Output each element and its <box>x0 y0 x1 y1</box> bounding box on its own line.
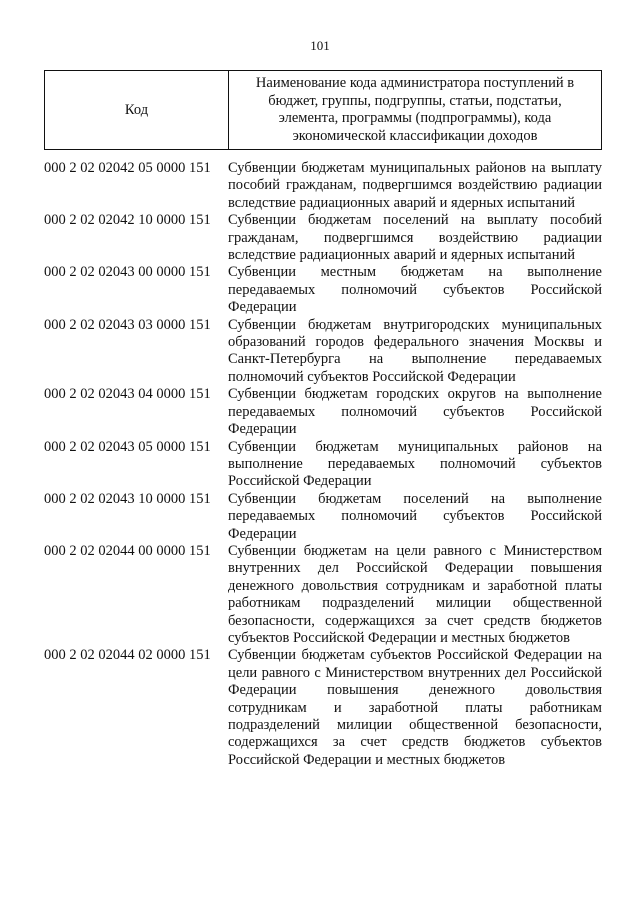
list-item <box>44 317 602 387</box>
entry-code: 000 2 02 02042 05 0000 151 <box>44 160 211 176</box>
list-item <box>44 386 602 438</box>
entry-code: 000 2 02 02043 03 0000 151 <box>44 316 211 333</box>
entry-code: 000 2 02 02043 04 0000 151 <box>44 386 211 403</box>
entry-description: Субвенции бюджетам муниципальных районов на выполнение передаваемых полномочий субъектов Российской Федерации <box>228 438 602 490</box>
list-item <box>44 264 602 316</box>
table-header <box>44 70 602 150</box>
entry-code: 000 2 02 02044 00 0000 151 <box>44 542 211 559</box>
list-item <box>44 439 602 491</box>
entry-description: Субвенции бюджетам поселений на выплату пособий гражданам, подвергшимся воздействию радиации вследствие радиационных аварий и ядерных испытаний <box>228 212 602 264</box>
entry-description: Субвенции бюджетам поселений на выполнение передаваемых полномочий субъектов Российской Федерации <box>228 490 602 542</box>
header-name-label: Наименование кода администратора поступлений в бюджет, группы, подгруппы, статьи, подстатьи, элемента, программы (подпрограммы), кода экономической классификации доходов <box>255 75 575 144</box>
code-list <box>44 160 602 769</box>
page-number: 101 <box>310 38 330 53</box>
header-code-label: Код <box>45 71 229 149</box>
entry-description: Субвенции бюджетам городских округов на выполнение передаваемых полномочий субъектов Российской Федерации <box>228 386 602 438</box>
entry-description: Субвенции бюджетам внутригородских муниципальных образований городов федерального значения Москвы и Санкт-Петербурга на выполнение передаваемых полномочий субъектов Российской Федерации <box>228 316 602 385</box>
entry-code: 000 2 02 02042 10 0000 151 <box>44 212 211 229</box>
entry-code: 000 2 02 02044 02 0000 151 <box>44 647 211 664</box>
entry-code: 000 2 02 02043 10 0000 151 <box>44 490 211 507</box>
list-item <box>44 647 602 769</box>
entry-description: Субвенции бюджетам на цели равного с Министерством внутренних дел Российской Федерации повышения денежного довольствия сотрудникам и заработной платы работникам подразделений милиции общественной безопасности, содержащихся за счет средств бюджетов субъектов Российской Федерации и местных бюджетов <box>228 542 602 646</box>
entry-code: 000 2 02 02043 05 0000 151 <box>44 438 211 455</box>
entry-code: 000 2 02 02043 00 0000 151 <box>44 264 211 281</box>
list-item <box>44 543 602 647</box>
entry-description: Субвенции бюджетам муниципальных районов на выплату пособий гражданам, подвергшимся воздействию радиации вследствие радиационных аварий и ядерных испытаний <box>228 160 602 211</box>
entry-description: Субвенции местным бюджетам на выполнение передаваемых полномочий субъектов Российской Федерации <box>228 264 602 316</box>
list-item <box>44 491 602 543</box>
list-item <box>44 212 602 264</box>
list-item <box>44 160 602 212</box>
entry-description: Субвенции бюджетам субъектов Российской Федерации на цели равного с Министерством внутренних дел Российской Федерации повышения денежного довольствия сотрудникам и заработной платы работникам подразделений милиции общественной безопасности, содержащихся за счет средств бюджетов субъектов Российской Федерации и местных бюджетов <box>228 647 602 768</box>
